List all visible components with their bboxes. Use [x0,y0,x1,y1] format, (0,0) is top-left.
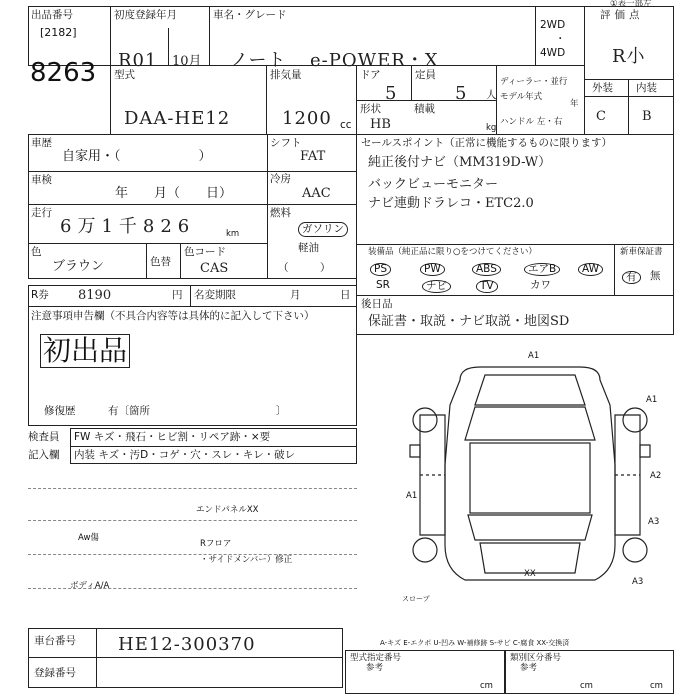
mark-a2: A2 [650,471,662,481]
shape-label: 形状 [360,103,381,115]
inspector-row-2: 内装 キズ・汚D・コゲ・穴・スレ・キレ・破レ [74,449,296,461]
doors-value: 5 [385,83,398,104]
dealer-label: ディーラー・並行 [500,77,568,87]
inspection-value: 年 月（ 日） [115,186,233,201]
displacement-unit: cc [340,119,352,131]
inspector-row-1: FW キズ・飛石・ヒビ割・リペア跡・×要 [74,431,271,443]
fuel-label: 燃料 [270,207,291,219]
color-code-value: CAS [200,261,229,276]
equip-navi: ナビ [422,280,451,293]
shift-value: FAT [300,149,326,164]
repair-value: 有〔箇所 〕 [108,405,287,417]
divider [70,446,357,447]
history-label: 車歴 [31,137,52,149]
interior-value: B [642,109,652,124]
note-body: ボディA/A [70,581,110,591]
sales-label: セールスポイント（正常に機能するものに限ります） [361,137,613,149]
history-value: 自家用・（ ） [62,149,212,164]
divider [180,243,181,279]
model-designation-label: 型式指定番号 [350,653,402,663]
equip-kawa: カワ [530,279,551,291]
handle-label: ハンドル 左・右 [500,117,563,127]
notes-label: 注意事項申告欄（不具合内容等は具体的に記入して下さい） [31,310,315,322]
mileage-unit: km [226,229,240,239]
repair-label: 修復歴 [44,405,76,417]
lot-number: 8263 [30,58,97,88]
reg-label: 登録番号 [34,667,76,679]
drive-dot: ・ [555,33,566,45]
sales-line-2: バックビューモニター [368,177,499,192]
inspector-label-2: 記入欄 [28,449,60,461]
exterior-label: 外装 [592,82,613,94]
writing-line [28,488,357,489]
fuel-light-oil: 軽油 [298,242,319,254]
equip-ps: PS [370,263,391,276]
drive-4wd: 4WD [540,47,566,59]
divider [168,28,169,66]
rating-label: 評価点 [600,9,644,21]
recycle-value: 8190 [78,288,112,303]
load-unit: kg [486,123,497,133]
mark-a3: A3 [648,517,660,527]
warranty-no: 無 [650,270,661,282]
inspector-label-1: 検査員 [28,431,60,443]
divider [190,285,191,307]
accessories-value: 保証書・取説・ナビ取説・地図SD [368,314,570,329]
inspection-label: 車検 [31,174,52,186]
day-unit: 日 [340,289,351,301]
interior-label: 内装 [636,82,657,94]
name-label: 車名・グレード [213,9,287,21]
ac-label: 冷房 [270,173,291,185]
color-code-label: 色コード [184,246,226,258]
equip-aw: AW [578,263,603,276]
model-label: 型式 [114,69,135,81]
sales-line-1: 純正後付ナビ（MM319D-W） [368,155,552,170]
accessories-label: 後日品 [361,298,393,310]
first-reg-label: 初度登録年月 [114,9,177,21]
equip-abs: ABS [472,263,501,276]
cm-2: cm [580,681,593,691]
sales-line-3: ナビ連動ドラレコ・ETC2.0 [368,196,534,211]
lot-sub: [2182] [40,26,77,39]
ref-1: 参考 [366,663,384,673]
equip-airbag: エアB [524,263,560,276]
grade: e-POWER・X [310,50,439,71]
mark-a1-top: A1 [528,351,540,361]
mileage-value: 6万1千826 [60,216,196,237]
exterior-value: C [596,109,606,124]
recycle-label: R券 [31,289,49,301]
load-label: 積載 [414,103,435,115]
mark-a3b: A3 [632,577,644,587]
writing-line [28,554,357,555]
capacity-label: 定員 [415,69,436,81]
chassis-value: HE12-300370 [118,634,256,655]
capacity-unit: 人 [486,89,497,101]
equipment-label: 装備品（純正品に限り○をつけてください） [368,247,537,257]
cm-3: cm [650,681,663,691]
mark-xx: XX [524,569,536,579]
divider [614,244,615,296]
shape-value: HB [370,117,391,132]
model-year-label: モデル年式 [500,92,543,102]
rating-value: R小 [612,46,646,67]
model-value: DAA-HE12 [124,108,231,129]
warranty-label: 新車保証書 [620,247,663,257]
first-reg-month: 10月 [172,54,202,69]
car-name: ノート [230,50,287,71]
divider [146,243,147,279]
ref-2: 参考 [520,663,538,673]
registration-label: 名変期限 [194,289,236,301]
mark-a1-left: A1 [406,491,418,501]
color-label: 色 [31,246,42,258]
recycle-unit: 円 [172,289,183,301]
shift-label: シフト [270,137,302,149]
fuel-gasoline: ガソリン [298,222,348,237]
mark-sloped: スロープ [402,595,430,603]
displacement-label: 排気量 [270,69,302,81]
model-year-unit: 年 [570,99,579,109]
capacity-value: 5 [455,83,468,104]
displacement-value: 1200 [282,108,332,129]
note-side-member: ・サイドメンバー）修正 [200,555,293,565]
doors-label: ドア [360,69,381,81]
writing-line [28,520,357,521]
divider [628,79,629,135]
ac-value: AAC [302,186,331,201]
color-value: ブラウン [52,259,105,274]
top-right-note: ①表一部左 [610,0,652,9]
drive-2wd: 2WD [540,19,566,31]
equip-tv: TV [476,280,498,293]
category-label: 類別区分番号 [510,653,562,663]
lot-label: 出品番号 [31,9,73,21]
color-change-label: 色替 [150,256,171,268]
note-rear-floor: Rフロア [200,539,232,549]
chassis-label: 車台番号 [34,635,76,647]
notes-value: 初出品 [40,334,130,368]
month-unit: 月 [290,289,301,301]
fuel-paren: （ ） [278,262,331,274]
note-end-panel: エンドパネルXX [196,505,259,515]
divider [584,96,674,97]
cm-1: cm [480,681,493,691]
warranty-yes: 有 [622,271,641,284]
note-aw: Aw傷 [78,533,99,543]
mark-a1-right: A1 [646,395,658,405]
equip-pw: PW [420,263,445,276]
mileage-label: 走行 [31,207,52,219]
legend: A-キズ E-エクボ U-凹み W-補修跡 S-サビ C-腐食 XX-交換済 [380,639,570,647]
first-reg-year: R01 [118,50,158,71]
equip-sr: SR [376,279,390,291]
